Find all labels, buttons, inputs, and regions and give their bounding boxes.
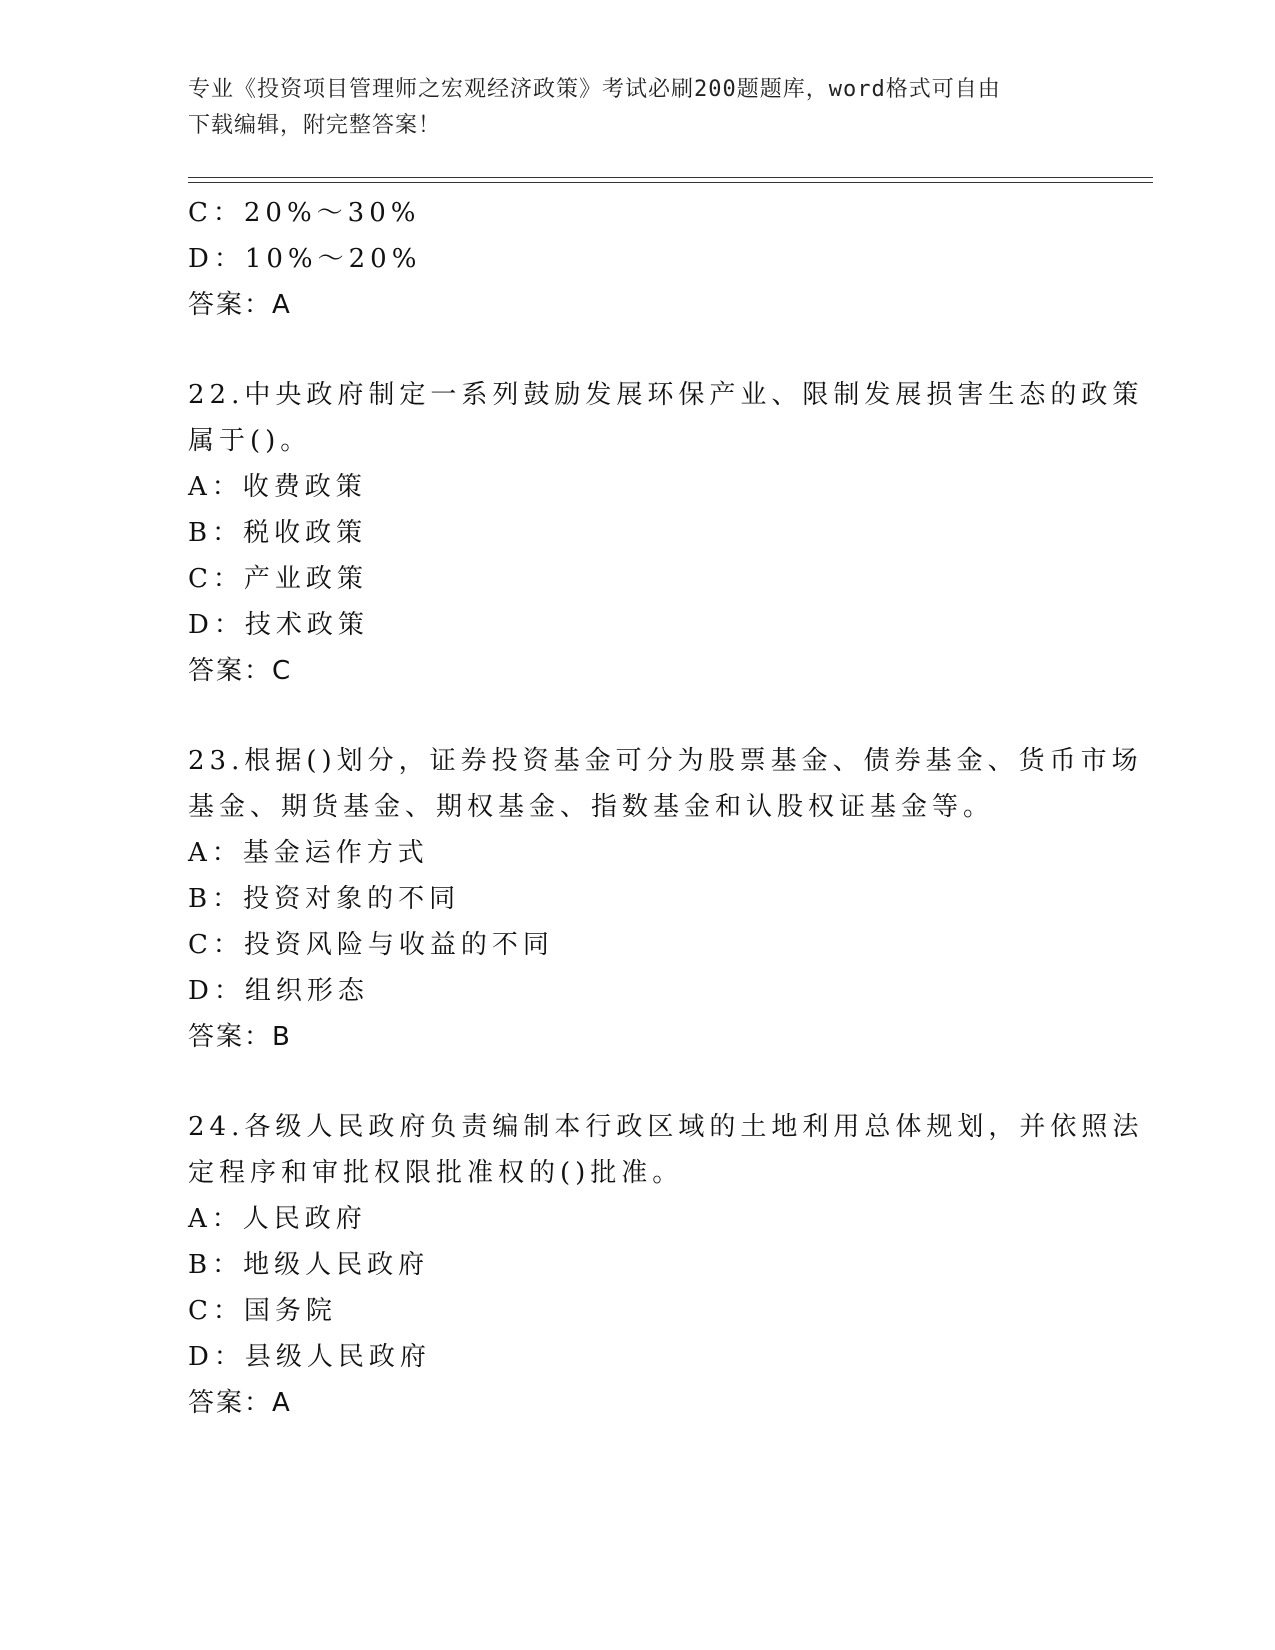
answer-line: 答案：B	[188, 1022, 292, 1052]
question-stem-line-2: 基金、期货基金、期权基金、指数基金和认股权证基金等。	[188, 792, 995, 822]
spacer	[188, 1060, 1088, 1104]
question-stem-line-2: 定程序和审批权限批准权的()批准。	[188, 1158, 684, 1188]
option-c: C：20%～30%	[188, 198, 421, 228]
option-d: D：10%～20%	[188, 244, 422, 274]
option-d: D：技术政策	[188, 610, 369, 640]
question-stem-line-1: 24.各级人民政府负责编制本行政区域的土地利用总体规划，并依照法	[188, 1112, 1144, 1142]
spacer	[188, 328, 1088, 372]
option-a: A：人民政府	[188, 1204, 367, 1234]
question-block-24	[188, 1104, 1144, 1426]
question-block-22	[188, 372, 1144, 694]
question-list	[188, 190, 1144, 1426]
header-divider-bottom	[188, 182, 1153, 183]
answer-line: 答案：A	[188, 290, 292, 320]
option-b: B：地级人民政府	[188, 1250, 430, 1280]
question-block-23	[188, 738, 1143, 1060]
document-header	[188, 72, 1088, 144]
option-c: C：产业政策	[188, 564, 368, 594]
question-stem-line-1: 22.中央政府制定一系列鼓励发展环保产业、限制发展损害生态的政策	[188, 380, 1144, 410]
header-divider-top	[188, 177, 1153, 178]
answer-line: 答案：A	[188, 1388, 292, 1418]
option-a: A：基金运作方式	[188, 838, 429, 868]
option-c: C：投资风险与收益的不同	[188, 930, 554, 960]
spacer	[188, 694, 1088, 738]
question-stem-line-1: 23.根据()划分，证券投资基金可分为股票基金、债券基金、货币市场	[188, 746, 1143, 776]
question-block-21	[188, 190, 1088, 328]
answer-line: 答案：C	[188, 656, 293, 686]
option-c: C：国务院	[188, 1296, 337, 1326]
header-line-1: 专业《投资项目管理师之宏观经济政策》考试必刷200题题库，word格式可自由	[188, 77, 1001, 102]
option-a: A：收费政策	[188, 472, 367, 502]
header-line-2: 下载编辑，附完整答案！	[188, 113, 442, 138]
option-b: B：投资对象的不同	[188, 884, 461, 914]
question-stem-line-2: 属于()。	[188, 426, 312, 456]
option-d: D：县级人民政府	[188, 1342, 431, 1372]
option-b: B：税收政策	[188, 518, 368, 548]
option-d: D：组织形态	[188, 976, 369, 1006]
